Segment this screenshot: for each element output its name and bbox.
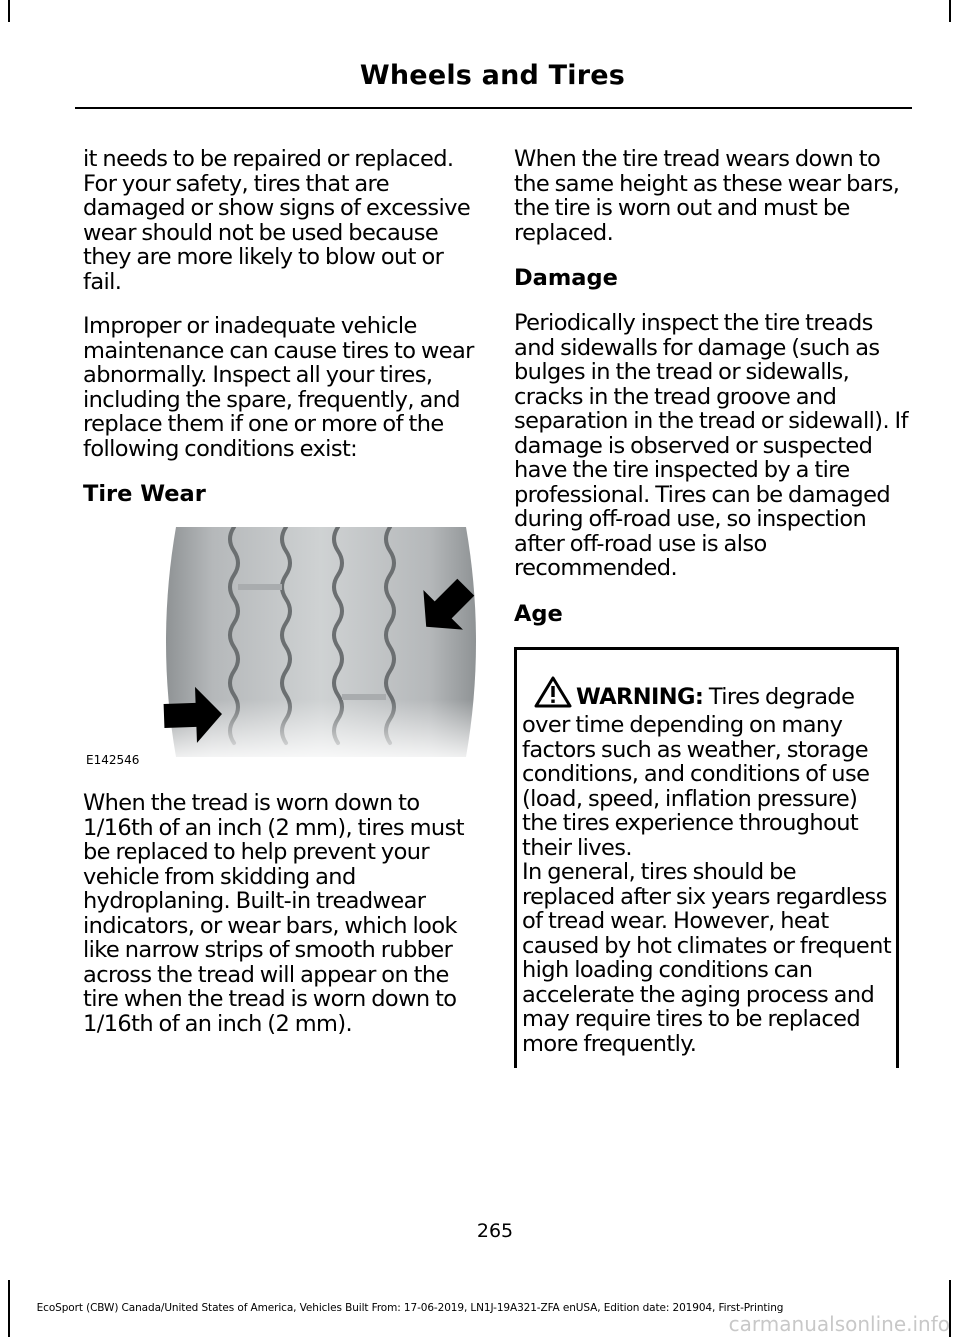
tire-wear-figure	[83, 527, 478, 767]
header-divider	[75, 107, 912, 109]
paragraph-inspection: Improper or inadequate vehicle maintenance can cause tires to wear abnormally. Inspect all your tires, including the spare, frequently, and replace them if one or more of the following conditions exist:	[83, 313, 474, 462]
crop-mark-top-left	[8, 0, 10, 22]
warning-text-replace: In general, tires should be replaced after six years regardless of tread wear. However, heat caused by hot climates or frequent high loading conditions can accelerate the aging process and may require tires to be replaced more frequently.	[522, 859, 892, 1057]
paragraph-wear-bars: When the tire tread wears down to the same height as these wear bars, the tire is worn out and must be replaced.	[514, 146, 900, 246]
paragraph-repair-replace: it needs to be repaired or replaced. For your safety, tires that are damaged or show signs of excessive wear should not be used because they are more likely to blow out or fail.	[83, 146, 471, 295]
warning-box	[514, 647, 899, 1069]
figure-code: E142546	[86, 753, 140, 767]
right-column	[514, 147, 909, 1068]
warning-triangle-icon	[534, 676, 572, 714]
paragraph-damage: Periodically inspect the tire treads and sidewalls for damage (such as bulges in the tread or sidewalls, cracks in the tread groove and separation in the tread or sidewall). If damage is observed or suspected have the tire inspected by a tire professional. Tires can be damaged during off-road use, so inspection after off-road use is also recommended.	[514, 310, 908, 581]
heading-age: Age	[514, 600, 563, 627]
page-number: 265	[476, 1220, 514, 1242]
warning-text-degrade: Tires degrade over time depending on many factors such as weather, storage conditions, and conditions of use (load, speed, inflation pressure) the tires experience throughout their lives.	[522, 683, 870, 861]
watermark: carmanualsonline.info	[728, 1312, 950, 1336]
heading-tire-wear: Tire Wear	[83, 481, 206, 507]
left-column	[83, 147, 478, 1056]
footer-edition-info: EcoSport (CBW) Canada/United States of America, Vehicles Built From: 17-06-2019, LN1J-19A321-ZFA enUSA, Edition date: 201904, First-Printing	[36, 1302, 784, 1314]
crop-mark-top-right	[949, 0, 951, 22]
section-title: Wheels and Tires	[359, 60, 625, 91]
paragraph-tread-worn: When the tread is worn down to 1/16th of an inch (2 mm), tires must be replaced to help prevent your vehicle from skidding and hydroplaning. Built-in treadwear indicators, or wear bars, which look like narrow strips of smooth rubber across the tread will appear on the tire when the tread is worn down to 1/16th of an inch (2 mm).	[83, 790, 464, 1037]
warning-paragraph	[522, 676, 892, 861]
tire-tread-illustration	[156, 527, 486, 757]
heading-damage: Damage	[514, 265, 618, 291]
warning-label: WARNING:	[576, 683, 704, 710]
